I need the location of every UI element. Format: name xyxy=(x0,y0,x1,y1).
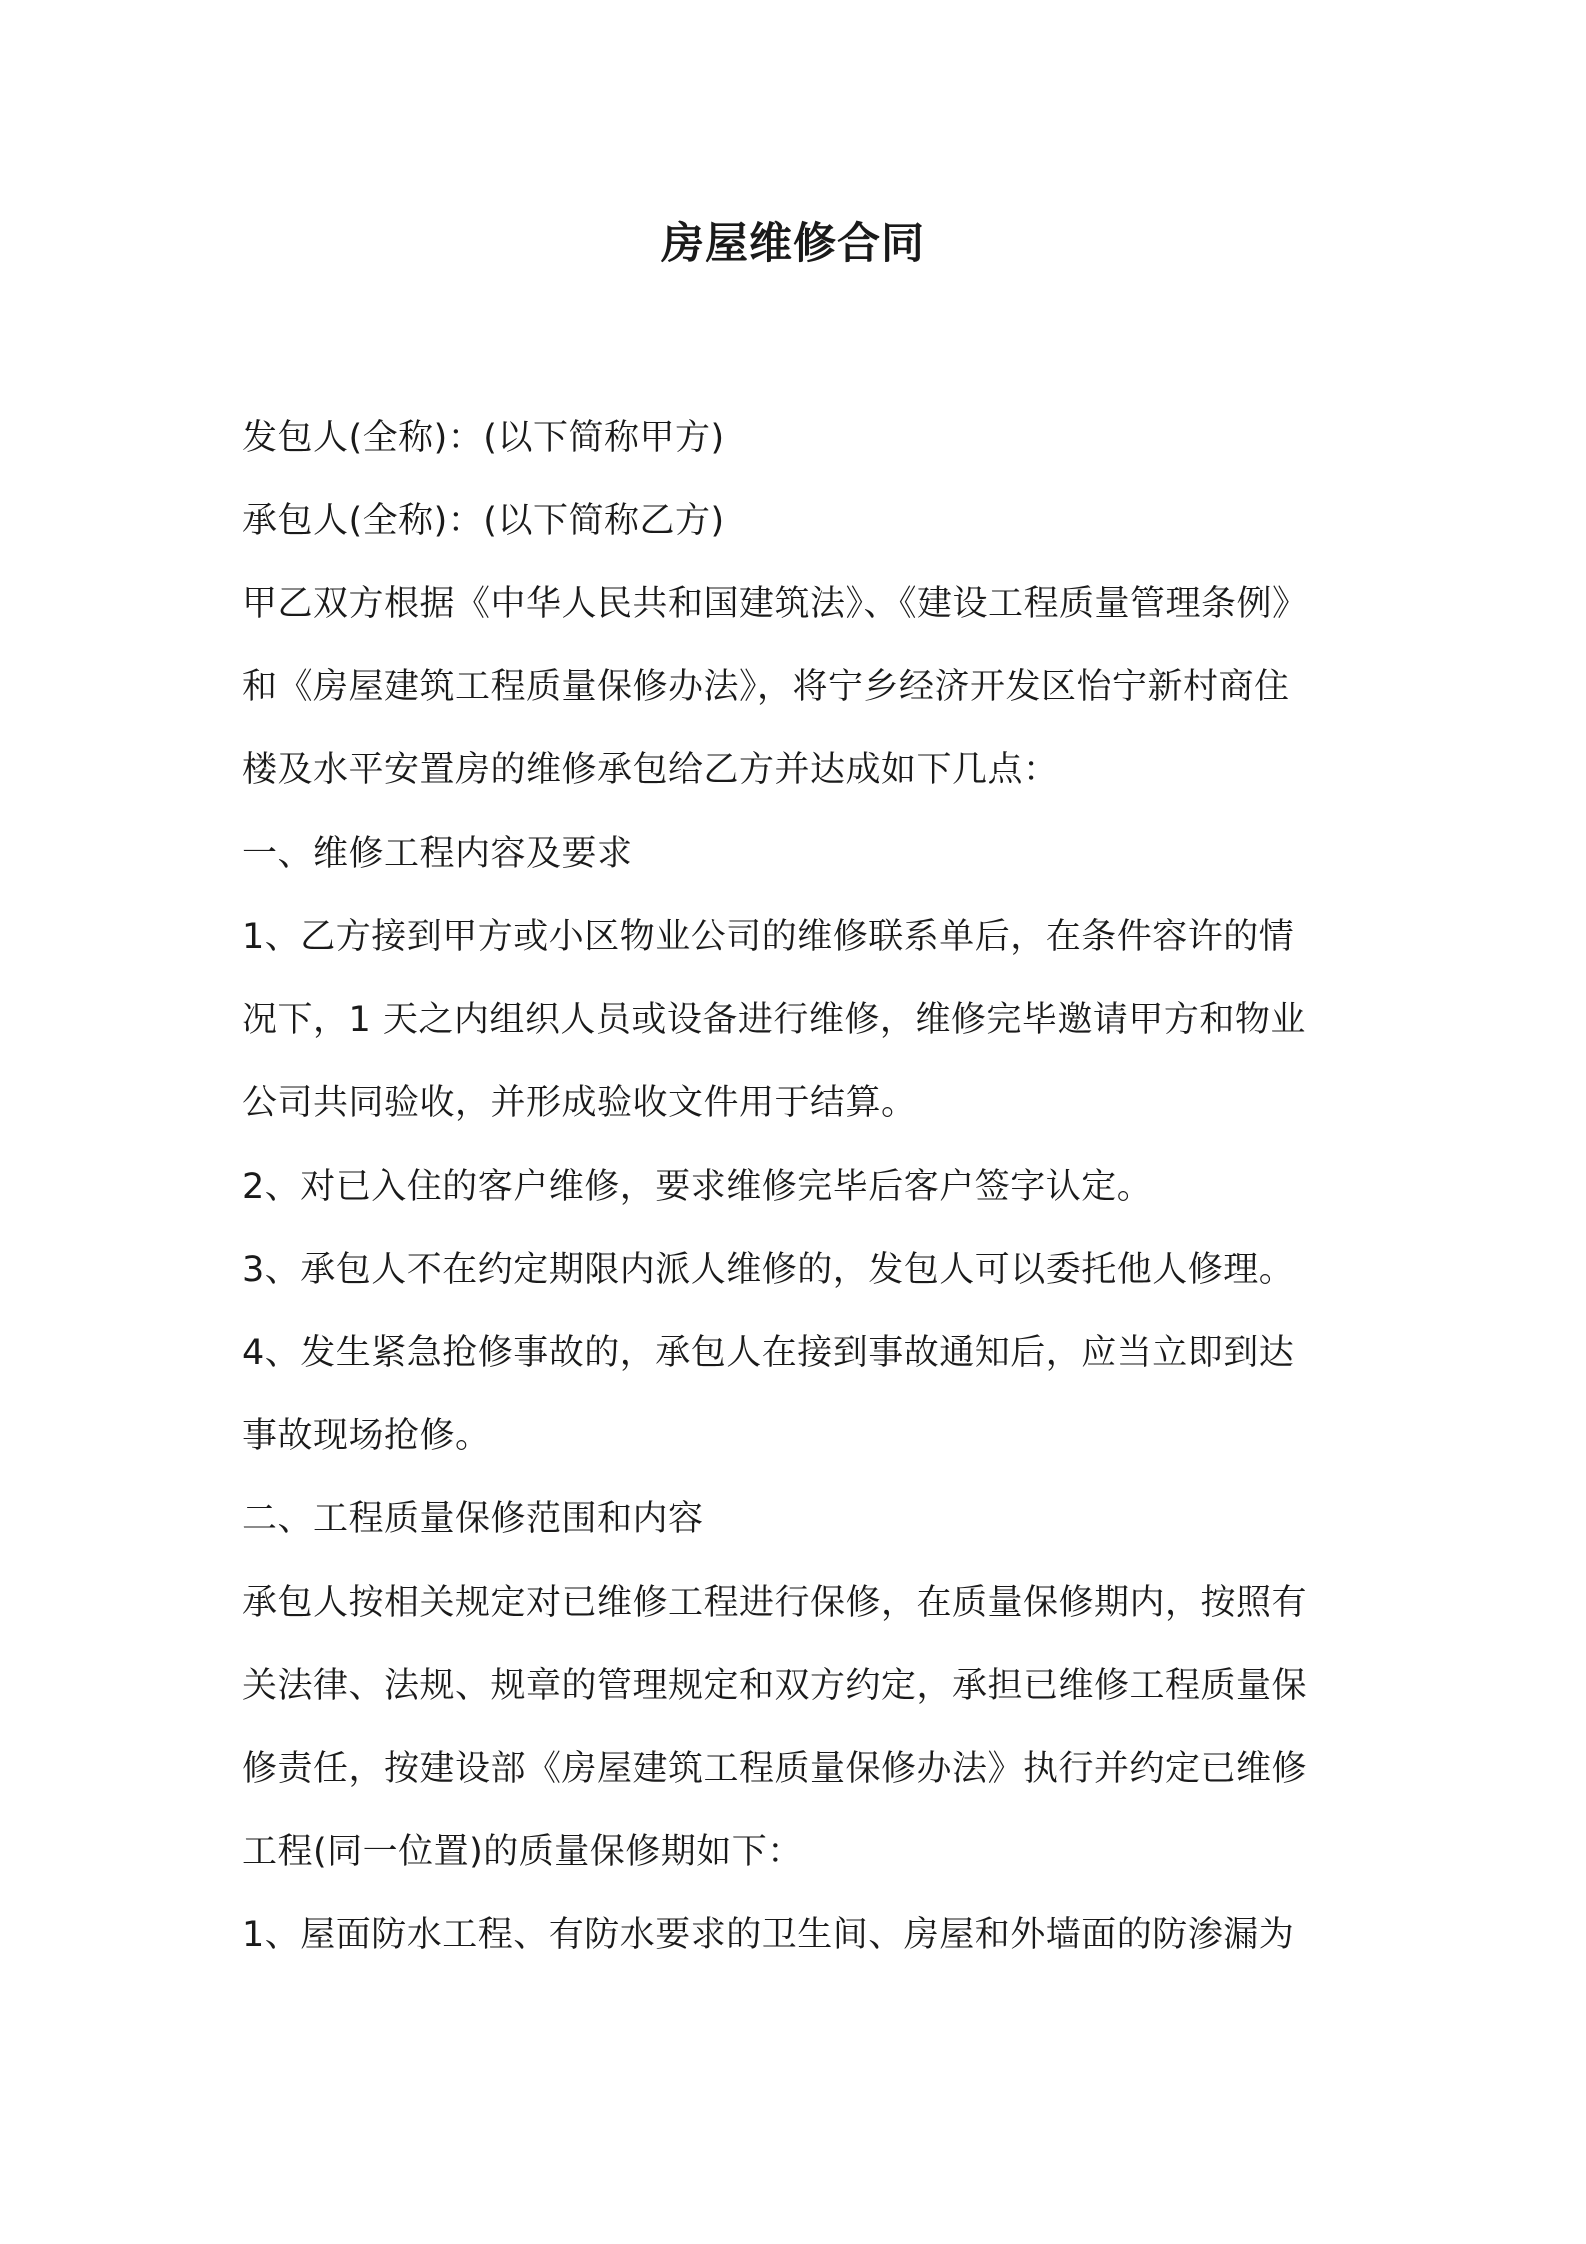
clause-line: 事故现场抢修。 xyxy=(242,1416,491,1456)
clause-line: 1、屋面防水工程、有防水要求的卫生间、房屋和外墙面的防渗漏为 xyxy=(242,1915,1295,1955)
clause-line: 1、乙方接到甲方或小区物业公司的维修联系单后，在条件容许的情 xyxy=(242,917,1295,957)
preamble-line: 和《房屋建筑工程质量保修办法》，将宁乡经济开发区怡宁新村商住 xyxy=(242,667,1290,707)
section-heading: 一、维修工程内容及要求 xyxy=(242,834,633,874)
paragraph-line: 承包人按相关规定对已维修工程进行保修，在质量保修期内，按照有 xyxy=(242,1583,1308,1623)
clause-line: 4、发生紧急抢修事故的，承包人在接到事故通知后，应当立即到达 xyxy=(242,1333,1295,1373)
clause-line: 公司共同验收，并形成验收文件用于结算。 xyxy=(242,1083,917,1123)
clause-line: 2、对已入住的客户维修，要求维修完毕后客户签字认定。 xyxy=(242,1167,1153,1207)
paragraph-line: 修责任，按建设部《房屋建筑工程质量保修办法》执行并约定已维修 xyxy=(242,1749,1308,1789)
section-heading: 二、工程质量保修范围和内容 xyxy=(242,1499,704,1539)
paragraph-line: 关法律、法规、规章的管理规定和双方约定，承担已维修工程质量保 xyxy=(242,1666,1308,1706)
clause-line: 况下，1 天之内组织人员或设备进行维修，维修完毕邀请甲方和物业 xyxy=(242,1000,1306,1040)
party-a-line: 发包人(全称)：(以下简称甲方) xyxy=(242,418,725,458)
preamble-line: 楼及水平安置房的维修承包给乙方并达成如下几点： xyxy=(242,750,1059,790)
clause-line: 3、承包人不在约定期限内派人维修的，发包人可以委托他人修理。 xyxy=(242,1250,1295,1290)
document-title: 房屋维修合同 xyxy=(661,219,925,269)
paragraph-line: 工程(同一位置)的质量保修期如下： xyxy=(242,1832,803,1872)
party-b-line: 承包人(全称)：(以下简称乙方) xyxy=(242,501,725,541)
preamble-line: 甲乙双方根据《中华人民共和国建筑法》、《建设工程质量管理条例》 xyxy=(242,584,1308,624)
